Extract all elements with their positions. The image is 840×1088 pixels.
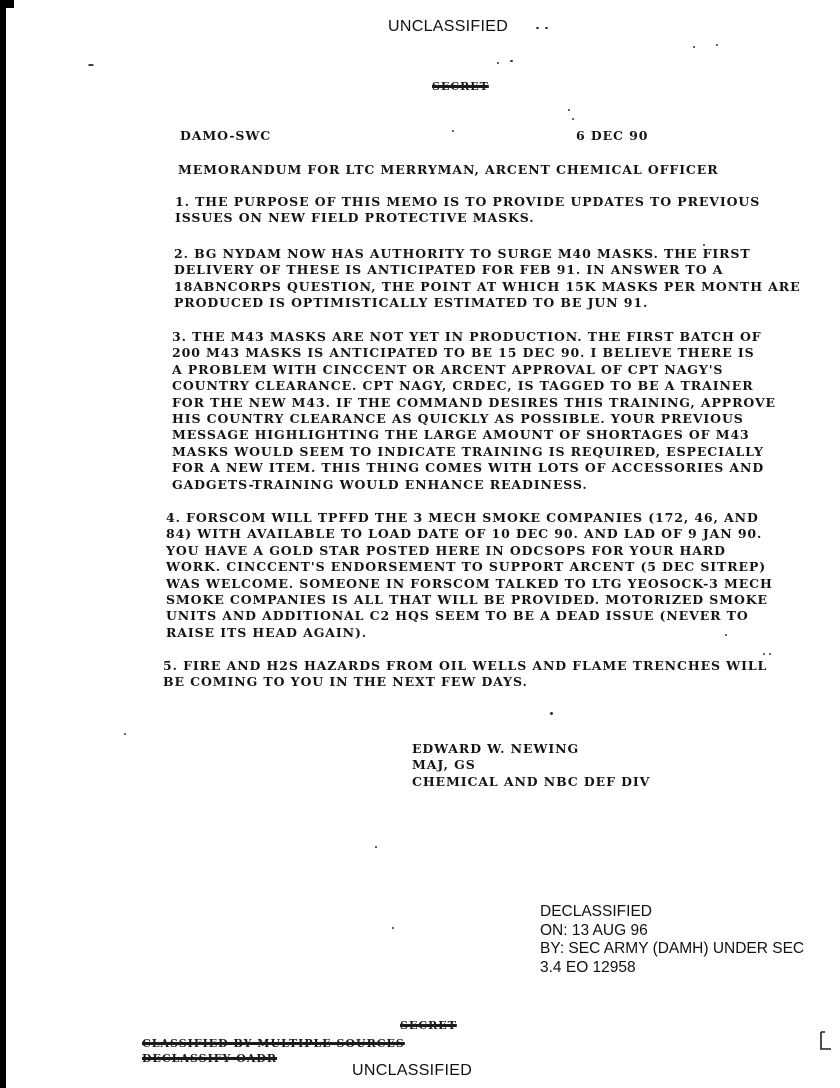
scan-speck	[763, 653, 765, 655]
signature-division: CHEMICAL AND NBC DEF DIV	[412, 773, 651, 789]
paragraph-line: 2. BG NYDAM NOW HAS AUTHORITY TO SURGE M40 MASKS. THE FIRST	[174, 246, 751, 261]
memo-subject: MEMORANDUM FOR LTC MERRYMAN, ARCENT CHEMICAL OFFICER	[178, 162, 719, 177]
scan-speck	[375, 846, 377, 848]
scan-speck	[88, 64, 94, 66]
secret-marking-top: SECRET	[432, 80, 489, 93]
paragraph-line: 4. FORSCOM WILL TPFFD THE 3 MECH SMOKE COMPANIES (172, 46, AND	[166, 510, 759, 525]
paragraph-2	[174, 246, 801, 312]
paragraph-line: PRODUCED IS OPTIMISTICALLY ESTIMATED TO BE JUN 91.	[174, 295, 649, 311]
scan-speck	[769, 653, 771, 655]
paragraph-line: MESSAGE HIGHLIGHTING THE LARGE AMOUNT OF SHORTAGES OF M43	[172, 427, 750, 443]
scan-speck	[568, 109, 570, 111]
paragraph-line: 18ABNCORPS QUESTION, THE POINT AT WHICH 15K MASKS PER MONTH ARE	[174, 278, 801, 294]
paragraph-line: 200 M43 MASKS IS ANTICIPATED TO BE 15 DEC 90. I BELIEVE THERE IS	[172, 345, 755, 361]
paragraph-3	[172, 329, 776, 493]
scan-speck	[497, 62, 499, 64]
declassify-on-line: DECLASSIFY OADR	[142, 1052, 278, 1065]
paragraph-line: ISSUES ON NEW FIELD PROTECTIVE MASKS.	[175, 210, 535, 226]
scan-speck	[545, 27, 548, 29]
paragraph-line: 3. THE M43 MASKS ARE NOT YET IN PRODUCTION. THE FIRST BATCH OF	[172, 329, 762, 344]
classification-top: UNCLASSIFIED	[388, 18, 509, 35]
paragraph-line: 84) WITH AVAILABLE TO LOAD DATE OF 10 DEC 90. AND LAD OF 9 JAN 90.	[166, 526, 763, 542]
paragraph-line: RAISE ITS HEAD AGAIN).	[166, 624, 368, 640]
scan-speck	[392, 927, 394, 929]
scan-speck	[716, 44, 718, 46]
paragraph-line: FOR A NEW ITEM. THIS THING COMES WITH LOTS OF ACCESSORIES AND	[172, 460, 765, 476]
scan-speck	[693, 46, 695, 48]
scan-speck	[550, 712, 553, 715]
signature-rank: MAJ, GS	[412, 757, 476, 773]
paragraph-line: FOR THE NEW M43. IF THE COMMAND DESIRES THIS TRAINING, APPROVE	[172, 394, 776, 410]
scan-speck	[703, 244, 705, 246]
paragraph-line: BE COMING TO YOU IN THE NEXT FEW DAYS.	[163, 674, 528, 690]
page-corner-mark-icon	[818, 1030, 833, 1052]
secret-marking-bottom: SECRET	[400, 1019, 457, 1032]
paragraph-1	[175, 194, 760, 227]
scan-edge-bar	[0, 0, 6, 1088]
office-symbol: DAMO-SWC	[180, 128, 272, 143]
declassified-authority: 3.4 EO 12958	[540, 958, 636, 976]
signature-block	[412, 741, 650, 790]
signature-name: EDWARD W. NEWING	[412, 741, 580, 756]
paragraph-line: DELIVERY OF THESE IS ANTICIPATED FOR FEB 91. IN ANSWER TO A	[174, 262, 724, 278]
scan-speck	[452, 130, 454, 132]
scan-speck	[124, 733, 126, 735]
paragraph-line: MASKS WOULD SEEM TO INDICATE TRAINING IS REQUIRED, ESPECIALLY	[172, 443, 764, 459]
declassified-label: DECLASSIFIED	[540, 903, 652, 920]
paragraph-line: COUNTRY CLEARANCE. CPT NAGY, CRDEC, IS TAGGED TO BE A TRAINER	[172, 378, 754, 394]
scan-speck	[510, 60, 513, 62]
paragraph-4	[166, 510, 773, 641]
declassified-by: BY: SEC ARMY (DAMH) UNDER SEC	[540, 940, 805, 958]
scan-speck	[536, 27, 539, 29]
declassified-on: ON: 13 AUG 96	[540, 921, 648, 939]
paragraph-line: HIS COUNTRY CLEARANCE AS QUICKLY AS POSSIBLE. YOUR PREVIOUS	[172, 411, 744, 427]
classified-by-line: CLASSIFIED BY MULTIPLE SOURCES	[142, 1037, 405, 1050]
paragraph-line: WORK. CINCCENT'S ENDORSEMENT TO SUPPORT ARCENT (5 DEC SITREP)	[166, 559, 767, 575]
classification-bottom: UNCLASSIFIED	[352, 1062, 473, 1079]
paragraph-line: 5. FIRE AND H2S HAZARDS FROM OIL WELLS AND FLAME TRENCHES WILL	[163, 658, 768, 673]
scan-speck	[725, 634, 727, 636]
paragraph-line: 1. THE PURPOSE OF THIS MEMO IS TO PROVIDE UPDATES TO PREVIOUS	[175, 194, 761, 209]
paragraph-line: WAS WELCOME. SOMEONE IN FORSCOM TALKED TO LTG YEOSOCK-3 MECH	[166, 575, 773, 591]
memo-date: 6 DEC 90	[576, 128, 649, 143]
paragraph-line: SMOKE COMPANIES IS ALL THAT WILL BE PROVIDED. MOTORIZED SMOKE	[166, 592, 768, 608]
declassification-stamp	[540, 903, 804, 977]
paragraph-line: UNITS AND ADDITIONAL C2 HQS SEEM TO BE A DEAD ISSUE (NEVER TO	[166, 608, 749, 624]
paragraph-line: YOU HAVE A GOLD STAR POSTED HERE IN ODCSOPS FOR YOUR HARD	[166, 542, 726, 558]
paragraph-line: GADGETS-TRAINING WOULD ENHANCE READINESS.	[172, 476, 588, 492]
paragraph-5	[163, 658, 767, 691]
scan-speck	[572, 118, 574, 120]
paragraph-line: A PROBLEM WITH CINCCENT OR ARCENT APPROVAL OF CPT NAGY'S	[172, 361, 724, 377]
